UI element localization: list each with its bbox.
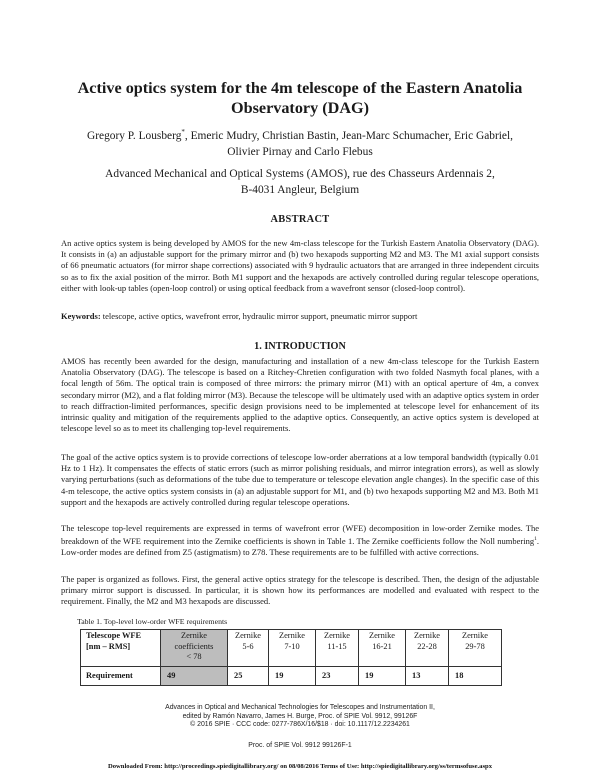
- footer-line-1: Advances in Optical and Mechanical Technologies for Telescopes and Instrumentation II,: [165, 704, 435, 711]
- publication-footer: [60, 704, 540, 730]
- table-cell: 13: [406, 667, 449, 686]
- table-header-cell: [228, 630, 269, 667]
- intro-paragraph-3: [61, 523, 539, 558]
- intro-paragraph-2: The goal of the active optics system is to provide corrections of telescope low-order aberrations at a low temporal bandwidth (typically 0.01 Hz to 1 Hz). It compensates the effects of static errors (such as mirror polishing residuals, and mirror integration errors), as well as slowly varying perturbations (such as deformations of the tube due to temperature or telescope elevation angle changes). In the specific case of this 4-m telescope, the active optics system consists in (a) an adjustable support for M1, and (b) two hexapods supporting M2 and M3. Both M1 support and the hexapods are actively controlled during regular telescope operations.: [61, 452, 539, 507]
- table-header-row: [81, 630, 502, 667]
- header-cell-line: 5-6: [242, 641, 254, 651]
- abstract-text: An active optics system is being developed by AMOS for the new 4m-class telescope for the Turkish Eastern Anatolia Observatory (DAG). It consists in (a) an adjustable support for the primary mirror and (b) two hexapods supporting M2 and M3. The M1 axial support consists of 66 pneumatic actuators (for mirror shape corrections) associated with 9 hydraulic actuators that are arranged in three independent circuits so as to fix the axial position of the mirror. Both M1 support and the hexapods are actively controlled during regular telescope operations, either with look-up tables (open-loop control) or using optical feedback from a wavefront sensor (closed-loop control).: [61, 238, 539, 293]
- header-cell-line: 22-28: [417, 641, 437, 651]
- affiliation-line-1: Advanced Mechanical and Optical Systems (AMOS), rue des Chasseurs Ardennais 2,: [105, 168, 495, 180]
- header-cell-line: Zernike: [461, 631, 489, 640]
- section-heading-introduction: 1. INTRODUCTION: [254, 341, 346, 352]
- footer-line-2: edited by Ramón Navarro, James H. Burge, Proc. of SPIE Vol. 9912, 99126F: [182, 712, 418, 720]
- table-cell: 25: [228, 667, 269, 686]
- header-cell-line: coefficients: [174, 641, 214, 651]
- download-notice: Downloaded From: http://proceedings.spiedigitallibrary.org/ on 08/08/2016 Terms of Use: http://spiedigitallibrary.org/ss/termsofuse.aspx: [107, 763, 493, 770]
- intro-paragraph-3-text: The telescope top-level requirements are expressed in terms of wavefront error (WFE) decomposition in low-order Zernike modes. The breakdown of the WFE requirement into the Zernike coefficients is shown in Table 1. The Zernike coefficients follow the Noll numbering: [61, 523, 539, 547]
- intro-paragraph-3-rest: . Low-order modes are defined from Z5 (astigmatism) to Z78. These requirements are to be fulfilled with active corrections.: [61, 536, 539, 558]
- keywords-label: Keywords:: [61, 311, 101, 321]
- table-cell: 19: [359, 667, 406, 686]
- header-cell-line: 11-15: [327, 641, 347, 651]
- table-header-cell: [449, 630, 502, 667]
- table-header-cell: [316, 630, 359, 667]
- table-cell: 19: [269, 667, 316, 686]
- header-cell-line: 29-78: [465, 641, 485, 651]
- affiliation-line-2: B-4031 Angleur, Belgium: [240, 184, 360, 196]
- page-reference: Proc. of SPIE Vol. 9912 99126F-1: [248, 742, 352, 749]
- requirements-table: [80, 629, 502, 686]
- table-cell: 49: [161, 667, 228, 686]
- header-cell-line: 16-21: [372, 641, 392, 651]
- affiliation: [60, 166, 540, 198]
- reference-marker: 1: [534, 536, 537, 543]
- header-cell-line: Zernike: [368, 631, 396, 640]
- table-cell: 18: [449, 667, 502, 686]
- corresponding-author-marker: *: [181, 128, 185, 136]
- table-header-cell: [269, 630, 316, 667]
- table-header-cell: [359, 630, 406, 667]
- header-cell-line: < 78: [186, 652, 202, 661]
- table-row: [81, 667, 502, 686]
- header-cell-line: Zernike: [323, 631, 351, 640]
- header-cell-line: 7-10: [284, 641, 300, 651]
- header-cell-line: Zernike: [278, 631, 306, 640]
- header-label-line-1: Telescope WFE: [86, 631, 142, 640]
- table-row-label: Requirement: [81, 667, 161, 686]
- table-header-label: [81, 630, 161, 667]
- abstract-heading: ABSTRACT: [270, 214, 330, 225]
- header-label-line-2: [nm – RMS]: [86, 641, 131, 651]
- author-list: [60, 124, 540, 160]
- footer-line-3: © 2016 SPIE · CCC code: 0277-786X/16/$18 · doi: 10.1117/12.2234261: [190, 721, 410, 729]
- intro-paragraph-1: AMOS has recently been awarded for the design, manufacturing and installation of a new 4m-class telescope for the Turkish Eastern Anatolia Observatory (DAG). The telescope is based on a Ritchey-Chretien configuration with two folded Nasmyth focal planes, with a focal length of 56m. The optical train is composed of three mirrors: the primary mirror (M1) with an optical aperture of 4m, a convex secondary mirror (M2), and a flat folding mirror (M3). Because the telescope will be ultimately used with an adaptive optics system in order to reach diffraction-limited performances, specific design provisions need to be implemented at telescope level for enhancement of its intrinsic quality and mitigation of the requirements applied to the adaptive optics. Consequently, an active optics system is developed at telescope level so as to meet its challenging top-level requirements.: [61, 356, 539, 434]
- author-line-1: Gregory P. Lousberg: [87, 129, 182, 142]
- header-cell-line: Zernike: [413, 631, 441, 640]
- keywords: [61, 311, 539, 322]
- author-line-1-rest: , Emeric Mudry, Christian Bastin, Jean-Marc Schumacher, Eric Gabriel,: [184, 129, 513, 142]
- table-header-cell: [161, 630, 228, 667]
- header-cell-line: Zernike: [234, 631, 262, 640]
- intro-paragraph-4: The paper is organized as follows. First, the general active optics strategy for the telescope is described. Then, the design of the adjustable primary mirror support is discussed. In particular, it is shown how its performances are modelled and evaluated with respect to the requirement. Finally, the M2 and M3 hexapods are discussed.: [61, 574, 539, 607]
- table-cell: 23: [316, 667, 359, 686]
- paper-title: Active optics system for the 4m telescope of the Eastern Anatolia Observatory (DAG): [77, 79, 523, 117]
- header-cell-line: Zernike: [180, 631, 208, 640]
- table-header-cell: [406, 630, 449, 667]
- table-caption: Table 1. Top-level low-order WFE requirements: [77, 617, 228, 626]
- author-line-2: Olivier Pirnay and Carlo Flebus: [227, 145, 373, 158]
- keywords-list: telescope, active optics, wavefront error, hydraulic mirror support, pneumatic mirror support: [100, 311, 418, 321]
